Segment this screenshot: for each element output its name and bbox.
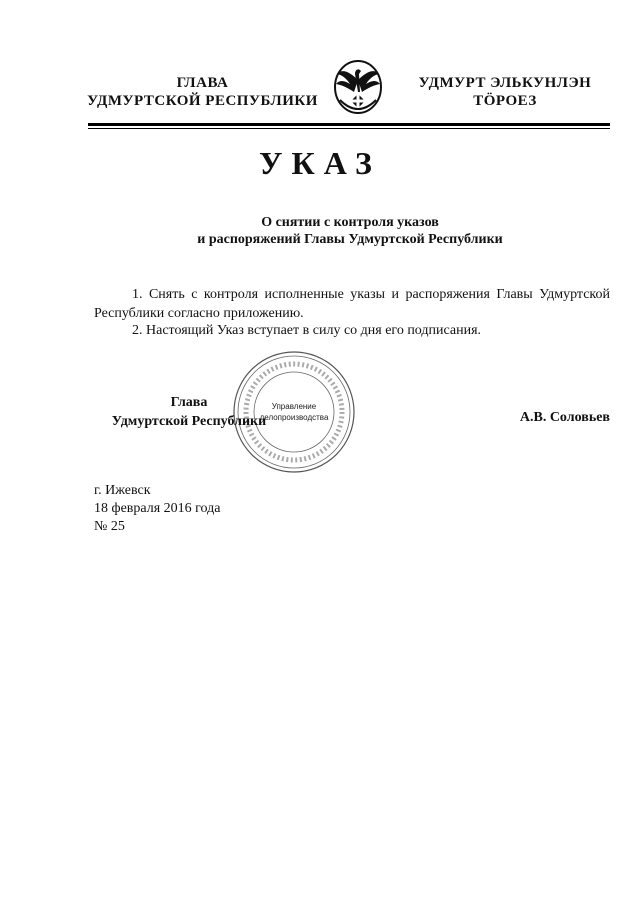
document-footer xyxy=(94,482,221,536)
subject-line-2: и распоряжений Главы Удмуртской Республики xyxy=(197,232,503,247)
footer-city: г. Ижевск xyxy=(94,483,151,498)
stamp-line-2: делопроизводства xyxy=(259,413,329,422)
header-right-subtitle: ТӦРОЕЗ xyxy=(473,93,537,109)
header-left-region: УДМУРТСКОЙ РЕСПУБЛИКИ xyxy=(87,93,318,109)
header-right-title: УДМУРТ ЭЛЬКУНЛЭН xyxy=(418,75,592,91)
stamp-line-1: Управление xyxy=(271,402,317,411)
document-type-title: УКАЗ xyxy=(259,145,381,181)
header-left-title: ГЛАВА xyxy=(176,75,229,91)
subject-line-1: О снятии с контроля указов xyxy=(261,215,439,230)
header-left xyxy=(85,74,320,110)
signatory-name: А.В. Соловьев xyxy=(519,410,610,425)
signatory-title xyxy=(100,393,278,431)
signatory-title-line-1: Глава xyxy=(170,395,208,410)
paragraph-2: 2. Настоящий Указ вступает в силу со дня его подписания. xyxy=(132,323,482,338)
footer-number: № 25 xyxy=(94,519,125,534)
coat-of-arms-icon xyxy=(328,58,388,116)
signatory-title-line-2: Удмуртской Республики xyxy=(111,414,267,429)
footer-date: 18 февраля 2016 года xyxy=(94,501,221,516)
paragraph-1: 1. Снять с контроля исполненные указы и распоряжения Главы Удмуртской Республики согласно приложению. xyxy=(94,287,610,321)
header-rule-thick xyxy=(88,123,610,126)
document-subject xyxy=(100,214,600,248)
header-rule-thin xyxy=(88,128,610,129)
header-right xyxy=(410,74,600,110)
